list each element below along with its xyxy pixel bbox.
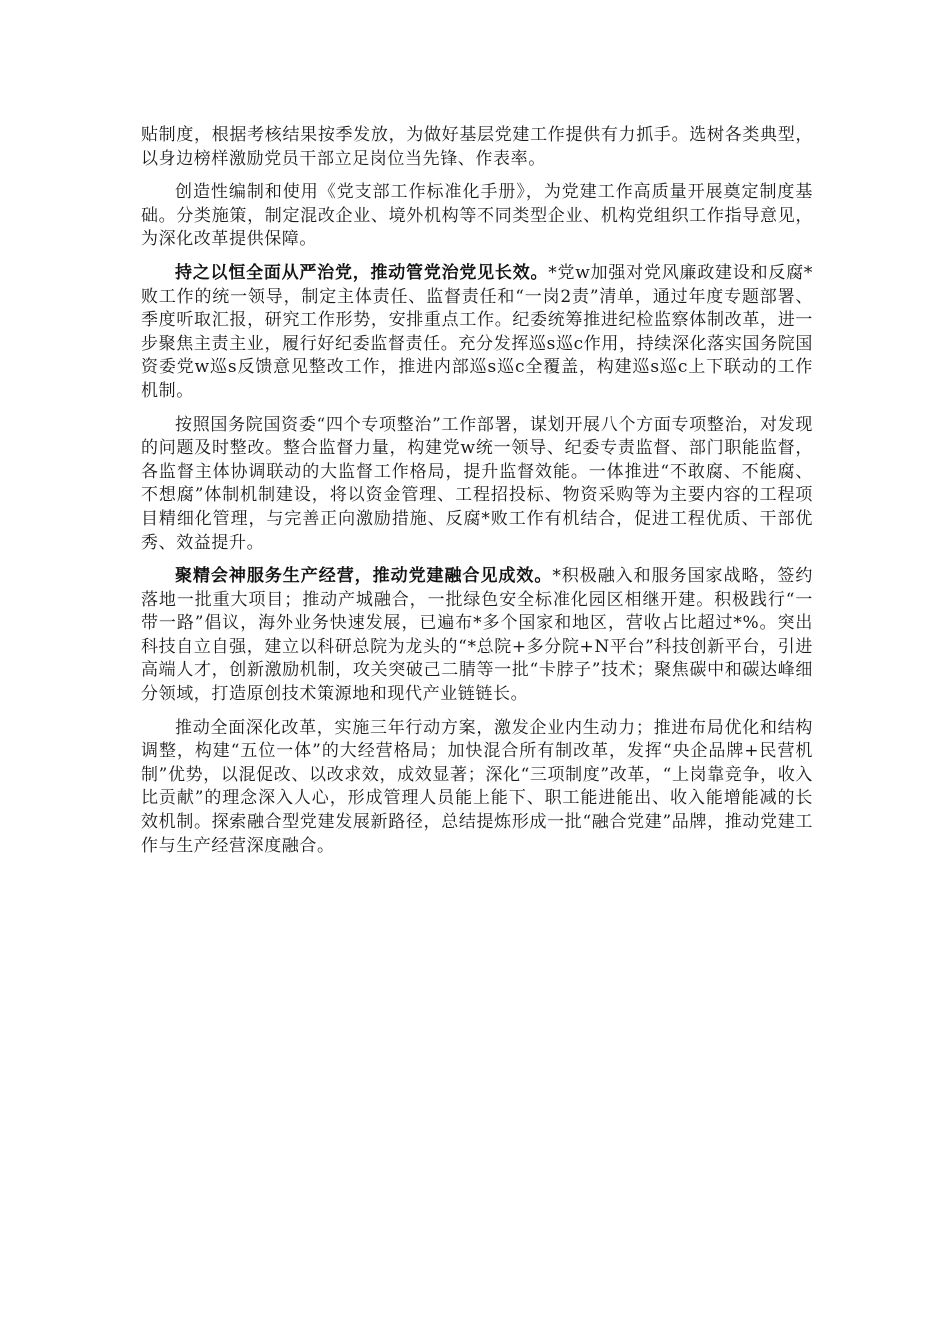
paragraph-text: *党w加强对党风廉政建设和反腐*败工作的统一领导，制定主体责任、监督责任和“一岗2责”清单，通过年度专题部署、季度听取汇报，研究工作形势，安排重点工作。纪委统筹推进纪检监察体制改革，进一步聚焦主责主业，履行好纪委监督责任。充分发挥巡s巡c作用，持续深化落实国务院国资委党w巡s反馈意见整改工作，推进内部巡s巡c全覆盖，构建巡s巡c上下联动的工作机制。 <box>141 262 813 401</box>
paragraph-6 <box>141 717 813 859</box>
paragraph-5 <box>141 565 813 707</box>
paragraph-text: 按照国务院国资委“四个专项整治”工作部署，谋划开展八个方面专项整治，对发现的问题及时整改。整合监督力量，构建党w统一领导、纪委专责监督、部门职能监督，各监督主体协调联动的大监督工作格局，提升监督效能。一体推进“不敢腐、不能腐、不想腐”体制机制建设，将以资金管理、工程招投标、物资采购等为主要内容的工程项目精细化管理，与完善正向激励措施、反腐*败工作有机结合，促进工程优质、干部优秀、效益提升。 <box>141 414 813 553</box>
section-heading: 聚精会神服务生产经营，推动党建融合见成效。 <box>175 566 553 587</box>
paragraph-text: 创造性编制和使用《党支部工作标准化手册》，为党建工作高质量开展奠定制度基础。分类施策，制定混改企业、境外机构等不同类型企业、机构党组织工作指导意见，为深化改革提供保障。 <box>141 182 813 250</box>
paragraph-2 <box>141 181 813 252</box>
paragraph-1 <box>141 124 813 171</box>
paragraph-text: 贴制度，根据考核结果按季发放，为做好基层党建工作提供有力抓手。选树各类典型，以身边榜样激励党员干部立足岗位当先锋、作表率。 <box>141 125 813 169</box>
document-body <box>141 124 813 868</box>
paragraph-text: *积极融入和服务国家战略，签约落地一批重大项目；推动产城融合，一批绿色安全标准化园区相继开建。积极践行“一带一路”倡议，海外业务快速发展，已遍布*多个国家和地区，营收占比超过*%。突出科技自立自强，建立以科研总院为龙头的“*总院+多分院+N平台”科技创新平台，引进高端人才，创新激励机制，攻关突破己二腈等一批“卡脖子”技术；聚焦碳中和碳达峰细分领域，打造原创技术策源地和现代产业链链长。 <box>141 566 813 705</box>
paragraph-4 <box>141 414 813 556</box>
paragraph-text: 推动全面深化改革，实施三年行动方案，激发企业内生动力；推进布局优化和结构调整，构建“五位一体”的大经营格局；加快混合所有制改革，发挥“央企品牌+民营机制”优势，以混促改、以改求效，成效显著；深化“三项制度”改革，“上岗靠竞争，收入比贡献”的理念深入人心，形成管理人员能上能下、职工能进能出、收入能增能减的长效机制。探索融合型党建发展新路径，总结提炼形成一批“融合党建”品牌，推动党建工作与生产经营深度融合。 <box>141 717 813 856</box>
section-heading: 持之以恒全面从严治党，推动管党治党见长效。 <box>175 262 549 283</box>
paragraph-3 <box>141 262 813 404</box>
